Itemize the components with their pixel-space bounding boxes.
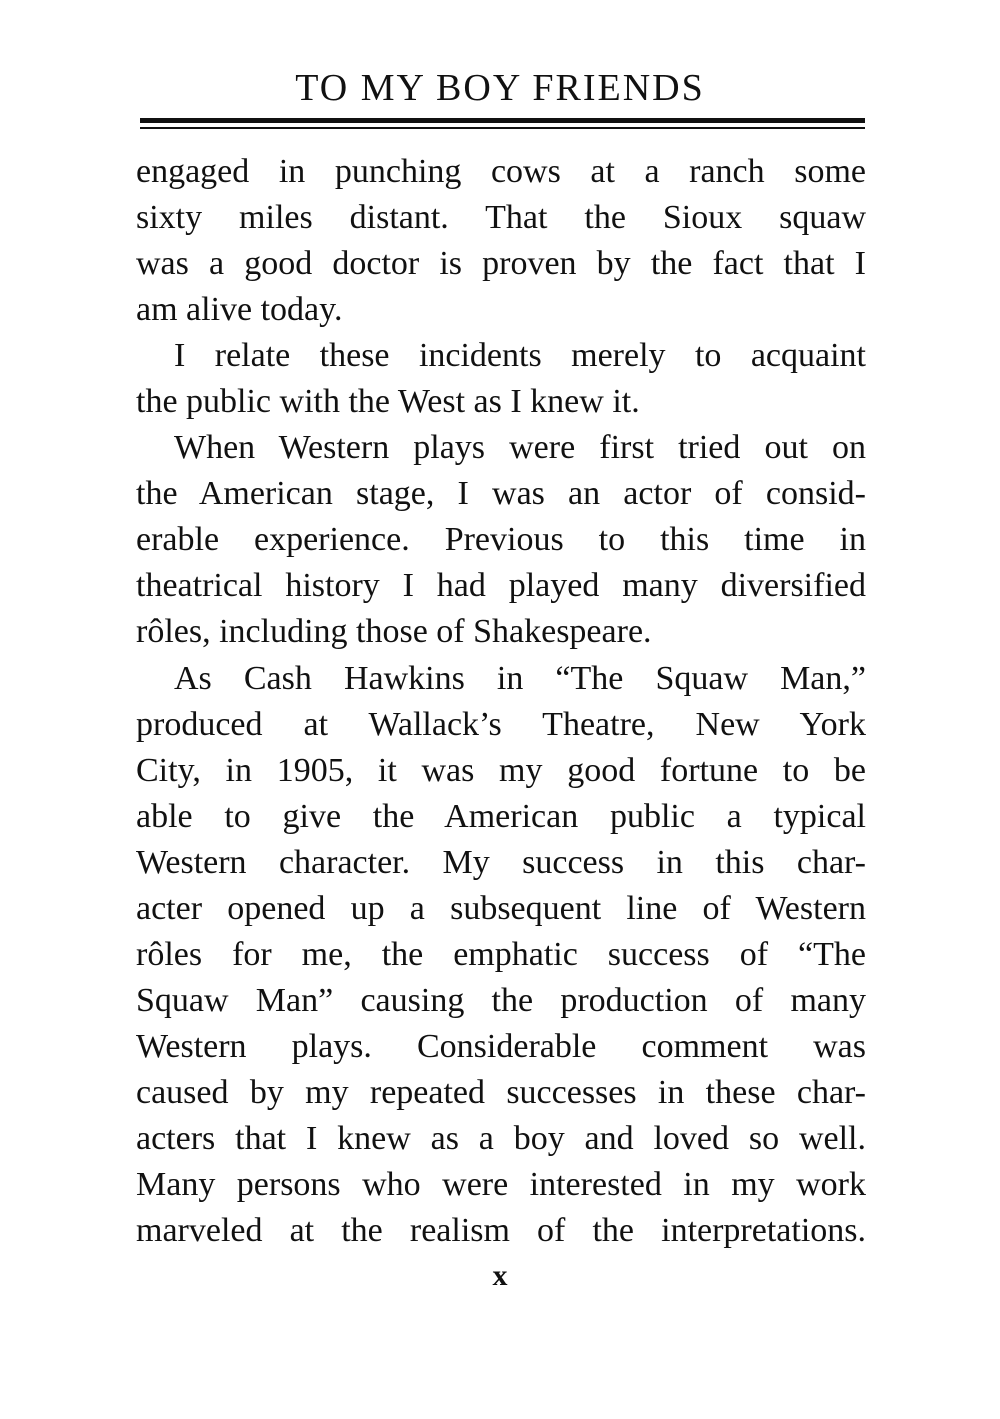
text-line: engaged in punching cows at a ranch some [136,153,866,190]
text-line: I relate these incidents merely to acquaint [174,337,866,375]
text-line: produced at Wallack’s Theatre, New York [136,705,866,743]
text-line: able to give the American public a typical [136,797,866,835]
text-line: the American stage, I was an actor of consid- [136,475,866,513]
text-line: sixty miles distant. That the Sioux squaw [136,199,866,237]
header-rule-thick [140,118,865,123]
text-line: caused by my repeated successes in these char- [136,1073,866,1111]
text-line: When Western plays were first tried out on [174,429,866,467]
text-line: am alive today. [136,291,343,329]
text-line: Western character. My success in this char- [136,843,866,881]
text-line: rôles for me, the emphatic success of “The [136,935,866,973]
text-line: rôles, including those of Shakespeare. [136,613,652,651]
text-line: erable experience. Previous to this time in [136,521,866,559]
body-text [136,149,866,1254]
text-line: was a good doctor is proven by the fact that I [136,245,866,283]
text-line: City, in 1905, it was my good fortune to be [136,751,866,789]
text-line: Western plays. Considerable comment was [136,1027,866,1065]
running-head: TO MY BOY FRIENDS [295,67,705,109]
text-line: acter opened up a subsequent line of Western [136,889,866,927]
page-number: x [492,1259,508,1292]
text-line: Many persons who were interested in my work [136,1166,866,1204]
text-line: As Cash Hawkins in “The Squaw Man,” [174,659,866,697]
text-line: Squaw Man” causing the production of many [136,981,866,1019]
text-line: marveled at the realism of the interpretations. [136,1212,866,1250]
header-rule-thin [140,127,865,129]
text-line: acters that I knew as a boy and loved so well. [136,1119,866,1157]
text-line: theatrical history I had played many diversified [136,567,866,605]
text-line: the public with the West as I knew it. [136,383,640,421]
